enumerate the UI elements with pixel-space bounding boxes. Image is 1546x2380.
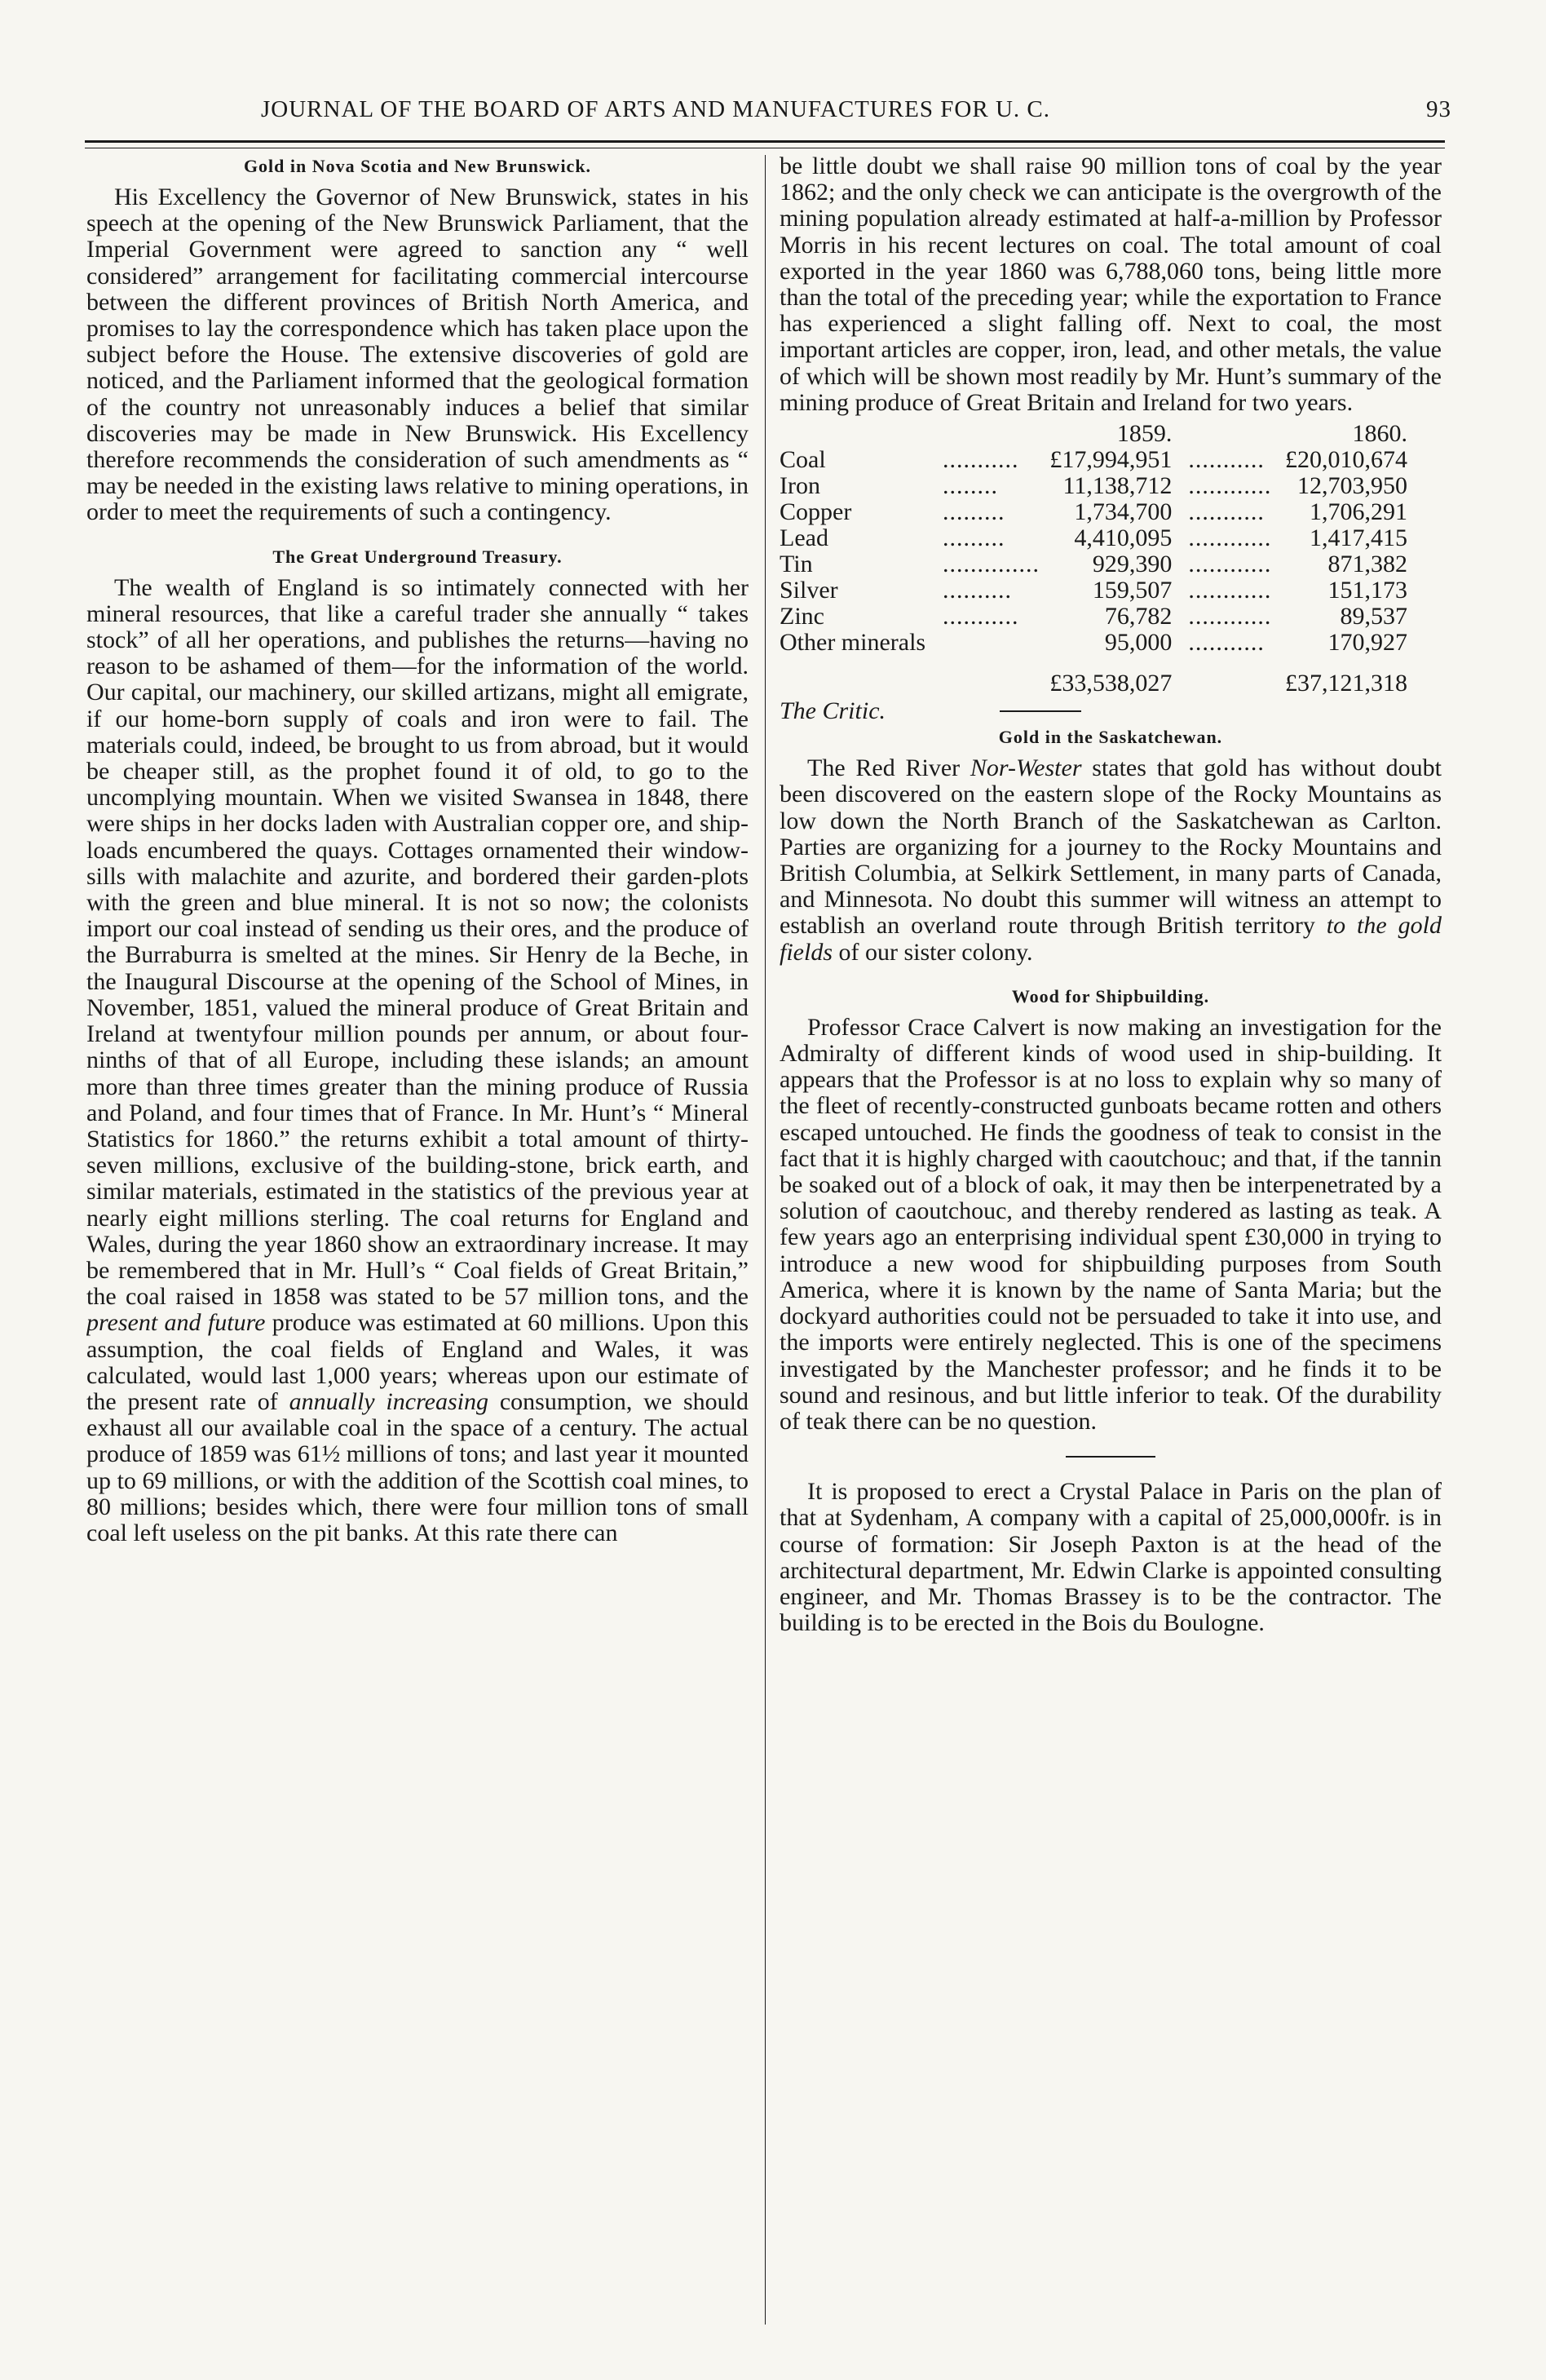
value-1859: 95,000 [1104, 629, 1173, 657]
table-row [780, 473, 1424, 499]
mineral-name: Lead [780, 524, 828, 552]
leader-dots: ........... [943, 446, 1019, 474]
value-1860: 1,706,291 [1310, 498, 1407, 526]
mineral-name: Iron [780, 472, 820, 500]
value-1859: 11,138,712 [1062, 472, 1173, 500]
year-1860-header: 1860. [1352, 420, 1407, 448]
journal-title: JOURNAL OF THE BOARD OF ARTS AND MANUFACTURES FOR U. C. [261, 96, 1050, 122]
source-attribution: The Critic. [780, 697, 886, 725]
mineral-name: Silver [780, 577, 838, 604]
sask-italic-gold-fields: to the gold fields [780, 912, 1442, 966]
leader-dots: ........... [1188, 498, 1265, 526]
leader-dots: ............ [1188, 603, 1272, 630]
table-row [780, 525, 1424, 551]
value-1860: £20,010,674 [1285, 446, 1407, 474]
sask-text-b: states that gold has without doubt been discovered on the eastern slope of the Rocky Mountains as low down the North Branch of the Saskatchewan as Carlton. Parties are organizing for a journey to the Rocky Mountains and British Columbia, at Selkirk Settlement, in many parts of Canada, and Minnesota. No doubt this summer will witness an attempt to establish an overland route through British territory [780, 754, 1442, 940]
table-row [780, 499, 1424, 525]
table-body [780, 447, 1424, 656]
value-1859: £17,994,951 [1049, 446, 1173, 474]
heading-underground-treasury: The Great Underground Treasury. [272, 546, 563, 567]
table-row [780, 551, 1424, 577]
treasury-text-b: produce was estimated at 60 millions. Upon this assumption, the coal fields of England and Wales, it was calculated, would last 1,000 years; whereas upon our estimate of the present rate of [86, 1309, 749, 1415]
value-1859: 929,390 [1092, 551, 1173, 578]
sask-text-c: of our sister colony. [833, 938, 1033, 966]
leader-dots: ........ [943, 472, 998, 500]
treasury-italic-annually-increasing: annually increasing [289, 1387, 488, 1415]
value-1859: 159,507 [1092, 577, 1173, 604]
value-1860: 170,927 [1327, 629, 1407, 657]
leader-dots: ........... [943, 603, 1019, 630]
mineral-name: Copper [780, 498, 852, 526]
leader-dots: ............ [1188, 551, 1272, 578]
year-1859-header: 1859. [1116, 420, 1173, 448]
treasury-text-a: The wealth of England is so intimately connected with her mineral resources, that like a careful trader she annually “ takes stock” of all her operations, and publishes the returns—having no reason to be ashamed of them—for the information of the world. Our capital, our machinery, our skilled artizans, might all emigrate, if our home-born supply of coals and iron were to fail. The materials could, indeed, be brought to us from abroad, but it would be cheaper still, as the prophet found it of old, to go to the uncomplying mountain. When we visited Swansea in 1848, there were ships in her docks laden with Australian copper ore, and ship-loads encumbered the quays. Cottages ornamented their window-sills with malachite and azurite, and bordered their garden-plots with the green and blue mineral. It is not so now; the colonists import our coal instead of sending us their ores, and the produce of the Burraburra is smelted at the mines. Sir Henry de la Beche, in the Inaugural Discourse at the opening of the School of Mines, in November, 1851, valued the mineral produce of Great Britain and Ireland at twentyfour million pounds per annum, or about four-ninths of that of all Europe, including these islands; an amount more than three times greater than the mining produce of Russia and Poland, and four times that of France. In Mr. Hunt’s “ Mineral Statistics for 1860.” the returns exhibit a total amount of thirty-seven millions, exclusive of the building-stone, brick earth, and similar materials, estimated in the statistics of the previous year at nearly eight millions sterling. The coal returns for England and Wales, during the year 1860 show an extraordinary increase. It may be remembered that in Mr. Hull’s “ Coal fields of Great Britain,” the coal raised in 1858 was stated to be 57 million tons, and the [86, 573, 749, 1311]
mineral-name: Other minerals [780, 629, 926, 657]
paragraph-treasury-continued: be little doubt we shall raise 90 million tons of coal by the year 1862; and the only check we can anticipate is the overgrowth of the mining population already estimated at half-a-million by Professor Morris in his recent lectures on coal. The total amount of coal exported in the year 1860 was 6,788,060 tons, being little more than the total of the preceding year; while the exportation to France has experienced a slight falling off. Next to coal, the most important articles are copper, iron, lead, and other metals, the value of which will be shown most readily by Mr. Hunt’s summary of the mining produce of Great Britain and Ireland for two years. [780, 153, 1442, 416]
running-head [163, 96, 1451, 129]
table-row [780, 447, 1424, 473]
page-number: 93 [1426, 96, 1451, 122]
heading-gold-nova-scotia: Gold in Nova Scotia and New Brunswick. [243, 156, 592, 176]
leader-dots: ........... [1188, 446, 1265, 474]
table-row [780, 604, 1424, 630]
value-1859: 4,410,095 [1074, 524, 1173, 552]
mineral-name: Coal [780, 446, 826, 474]
treasury-text-c: consumption, we should exhaust all our available coal in the space of a century. The actual produce of 1859 was 61½ millions of tons; and last year it mounted up to 69 millions, or with the addition of the Scottish coal mines, to 80 millions; besides which, there were four million tons of small coal left useless on the pit banks. At this rate there can [86, 1387, 749, 1546]
left-column [86, 153, 749, 2347]
leader-dots: ............ [1188, 577, 1272, 604]
column-divider [765, 155, 766, 2325]
paragraph-gold-nova-scotia: His Excellency the Governor of New Brunswick, states in his speech at the opening of the New Brunswick Parliament, that the Imperial Government were agreed to sanction any “ well considered” arrangement for facilitating commercial intercourse between the different provinces of British North America, and promises to lay the correspondence which has taken place upon the subject before the House. The extensive discoveries of gold are noticed, and the Parliament informed that the geological formation of the country not unreasonably induces a belief that similar discoveries may be made in New Brunswick. His Excellency therefore recommends the consideration of such amendments as “ may be needed in the existing laws relative to mining operations, in order to meet the requirements of such a contingency. [86, 184, 749, 526]
total-1859: £33,538,027 [1049, 670, 1173, 697]
mining-produce-table [780, 421, 1424, 697]
heading-gold-saskatchewan: Gold in the Saskatchewan. [998, 727, 1223, 748]
value-1860: 1,417,415 [1310, 524, 1407, 552]
value-1859: 1,734,700 [1074, 498, 1173, 526]
paragraph-underground-treasury [86, 575, 749, 1547]
value-1860: 871,382 [1327, 551, 1407, 578]
total-1860: £37,121,318 [1285, 670, 1407, 697]
table-row [780, 577, 1424, 604]
table-header-row [780, 421, 1424, 447]
right-column [780, 153, 1442, 2347]
sask-text-a: The Red River [807, 754, 970, 782]
sask-italic-nor-wester: Nor-Wester [970, 754, 1082, 782]
leader-dots [943, 630, 1049, 656]
header-rule [85, 140, 1445, 148]
leader-dots: ......... [943, 498, 1005, 526]
table-total-row [780, 656, 1424, 697]
mineral-name: Zinc [780, 603, 824, 630]
leader-dots: ......... [943, 524, 1005, 552]
leader-dots: .............. [943, 551, 1040, 578]
leader-dots: .......... [943, 577, 1012, 604]
mineral-name: Tin [780, 551, 813, 578]
heading-wood-shipbuilding: Wood for Shipbuilding. [1011, 985, 1210, 1006]
leader-dots: ........... [1188, 629, 1265, 657]
source-line [780, 698, 1442, 724]
section-rule [1066, 1456, 1155, 1458]
treasury-italic-present-future: present and future [86, 1309, 266, 1337]
value-1860: 151,173 [1327, 577, 1407, 604]
value-1860: 12,703,950 [1297, 472, 1407, 500]
paragraph-crystal-palace: It is proposed to erect a Crystal Palace in Paris on the plan of that at Sydenham, A company with a capital of 25,000,000fr. is in course of formation: Sir Joseph Paxton is at the head of the architectural department, Mr. Edwin Clarke is appointed consulting engineer, and Mr. Thomas Brassey is to be the contractor. The building is to be erected in the Bois du Boulogne. [780, 1478, 1442, 1637]
leader-dots: ............ [1188, 524, 1272, 552]
paragraph-wood-shipbuilding: Professor Crace Calvert is now making an investigation for the Admiralty of different kinds of wood used in ship-building. It appears that the Professor is at no loss to explain why so many of the fleet of recently-constructed gunboats became rotten and others escaped untouched. He finds the goodness of teak to consist in the fact that it is highly charged with caoutchouc; and that, if the tannin be soaked out of a block of oak, it may then be interpenetrated by a solution of caoutchouc, and thereby rendered as lasting as teak. A few years ago an enterprising individual spent £30,000 in trying to introduce a new wood for shipbuilding purposes from South America, where it is known by the name of Santa Maria; but the dockyard authorities could not be persuaded to take it into use, and the imports were entirely neglected. This is one of the specimens investigated by the Manchester professor; and he finds it to be sound and resinous, and but little inferior to teak. Of the durability of teak there can be no question. [780, 1013, 1442, 1435]
value-1859: 76,782 [1104, 603, 1173, 630]
value-1860: 89,537 [1340, 603, 1407, 630]
leader-dots: ............ [1188, 472, 1272, 500]
paragraph-gold-saskatchewan [780, 755, 1442, 966]
table-row [780, 630, 1424, 656]
source-rule [1000, 710, 1081, 712]
